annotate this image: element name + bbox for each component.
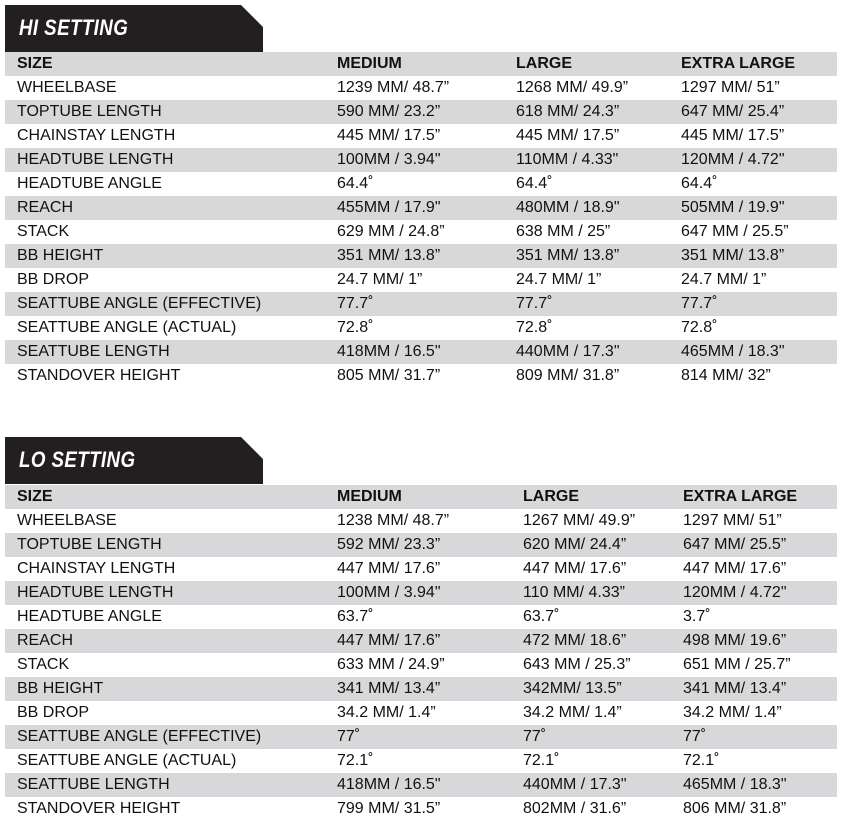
spec-value: 620 MM/ 24.4” — [523, 536, 627, 553]
spec-value: 629 MM / 24.8” — [337, 223, 445, 240]
spec-value: 809 MM/ 31.8” — [516, 367, 620, 384]
spec-value: 1267 MM/ 49.9” — [523, 512, 636, 529]
table-row — [5, 244, 837, 268]
row-label: HEADTUBE LENGTH — [17, 584, 174, 601]
table-row — [5, 605, 837, 629]
table-row — [5, 100, 837, 124]
hi-spec-table — [5, 52, 837, 388]
hi-setting-tab — [5, 5, 263, 51]
table-row — [5, 364, 837, 388]
spec-value: 806 MM/ 31.8” — [683, 800, 787, 817]
spec-value: 447 MM/ 17.6” — [337, 560, 441, 577]
row-label: SEATTUBE ANGLE (EFFECTIVE) — [17, 728, 262, 745]
lo-setting-tab — [5, 437, 263, 483]
spec-value: 633 MM / 24.9” — [337, 656, 445, 673]
table-row — [5, 196, 837, 220]
lo-spec-table — [5, 485, 837, 821]
row-label: HEADTUBE LENGTH — [17, 151, 174, 168]
spec-value: 64.4˚ — [681, 175, 718, 192]
table-row — [5, 773, 837, 797]
spec-value: 351 MM/ 13.8” — [681, 247, 785, 264]
spec-value: 418MM / 16.5" — [337, 776, 441, 793]
spec-value: 77.7˚ — [516, 295, 553, 312]
row-label: TOPTUBE LENGTH — [17, 536, 162, 553]
spec-value: 447 MM/ 17.6” — [683, 560, 787, 577]
column-header: MEDIUM — [337, 488, 402, 505]
spec-value: 77.7˚ — [337, 295, 374, 312]
spec-value: 64.4˚ — [516, 175, 553, 192]
row-label: STACK — [17, 223, 70, 240]
table-row — [5, 653, 837, 677]
spec-value: 120MM / 4.72" — [683, 584, 787, 601]
spec-value: 455MM / 17.9" — [337, 199, 441, 216]
spec-value: 77.7˚ — [681, 295, 718, 312]
column-header: SIZE — [17, 488, 53, 505]
row-label: CHAINSTAY LENGTH — [17, 560, 176, 577]
row-label: SEATTUBE LENGTH — [17, 776, 170, 793]
spec-value: 445 MM/ 17.5” — [681, 127, 785, 144]
spec-value: 643 MM / 25.3” — [523, 656, 631, 673]
row-label: BB DROP — [17, 271, 90, 288]
lo-setting-title: LO SETTING — [19, 447, 136, 472]
row-label: SEATTUBE ANGLE (ACTUAL) — [17, 752, 237, 769]
spec-value: 799 MM/ 31.5” — [337, 800, 441, 817]
spec-value: 498 MM/ 19.6” — [683, 632, 787, 649]
spec-value: 72.8˚ — [516, 319, 553, 336]
spec-value: 590 MM/ 23.2” — [337, 103, 441, 120]
row-label: STANDOVER HEIGHT — [17, 367, 181, 384]
spec-value: 445 MM/ 17.5” — [337, 127, 441, 144]
spec-value: 341 MM/ 13.4” — [337, 680, 441, 697]
spec-value: 1239 MM/ 48.7” — [337, 79, 450, 96]
spec-value: 472 MM/ 18.6” — [523, 632, 627, 649]
table-row — [5, 749, 837, 773]
spec-value: 465MM / 18.3" — [681, 343, 785, 360]
row-label: SEATTUBE ANGLE (EFFECTIVE) — [17, 295, 262, 312]
spec-value: 647 MM / 25.5” — [681, 223, 789, 240]
row-label: WHEELBASE — [17, 512, 117, 529]
spec-value: 618 MM/ 24.3” — [516, 103, 620, 120]
table-row — [5, 557, 837, 581]
spec-value: 1297 MM/ 51” — [683, 512, 782, 529]
column-header: MEDIUM — [337, 55, 402, 72]
row-label: BB HEIGHT — [17, 247, 104, 264]
spec-value: 651 MM / 25.7” — [683, 656, 791, 673]
table-header-row — [5, 485, 837, 509]
spec-value: 100MM / 3.94" — [337, 584, 441, 601]
spec-value: 34.2 MM/ 1.4” — [683, 704, 782, 721]
row-label: WHEELBASE — [17, 79, 117, 96]
spec-value: 351 MM/ 13.8” — [337, 247, 441, 264]
spec-value: 24.7 MM/ 1” — [516, 271, 602, 288]
spec-value: 77˚ — [683, 728, 707, 745]
column-header: SIZE — [17, 55, 53, 72]
spec-value: 72.1˚ — [337, 752, 374, 769]
table-row — [5, 172, 837, 196]
row-label: HEADTUBE ANGLE — [17, 608, 162, 625]
table-row — [5, 509, 837, 533]
spec-value: 480MM / 18.9" — [516, 199, 620, 216]
spec-value: 77˚ — [337, 728, 361, 745]
spec-value: 638 MM / 25” — [516, 223, 611, 240]
spec-value: 24.7 MM/ 1” — [337, 271, 423, 288]
row-label: SEATTUBE LENGTH — [17, 343, 170, 360]
spec-value: 805 MM/ 31.7” — [337, 367, 441, 384]
table-row — [5, 629, 837, 653]
spec-value: 351 MM/ 13.8” — [516, 247, 620, 264]
column-header: EXTRA LARGE — [681, 55, 796, 72]
spec-value: 445 MM/ 17.5” — [516, 127, 620, 144]
spec-value: 341 MM/ 13.4” — [683, 680, 787, 697]
table-row — [5, 124, 837, 148]
spec-value: 72.1˚ — [683, 752, 720, 769]
table-row — [5, 268, 837, 292]
row-label: STANDOVER HEIGHT — [17, 800, 181, 817]
spec-value: 440MM / 17.3" — [516, 343, 620, 360]
spec-value: 63.7˚ — [523, 608, 560, 625]
table-row — [5, 340, 837, 364]
spec-value: 1268 MM/ 49.9” — [516, 79, 629, 96]
spec-value: 447 MM/ 17.6” — [337, 632, 441, 649]
spec-value: 465MM / 18.3" — [683, 776, 787, 793]
table-row — [5, 533, 837, 557]
hi-setting-title: HI SETTING — [19, 15, 129, 40]
column-header: LARGE — [523, 488, 579, 505]
table-row — [5, 701, 837, 725]
spec-value: 100MM / 3.94" — [337, 151, 441, 168]
spec-value: 120MM / 4.72" — [681, 151, 785, 168]
spec-value: 1238 MM/ 48.7” — [337, 512, 450, 529]
column-header: EXTRA LARGE — [683, 488, 798, 505]
spec-value: 802MM / 31.6” — [523, 800, 627, 817]
row-label: BB DROP — [17, 704, 90, 721]
spec-value: 814 MM/ 32” — [681, 367, 771, 384]
table-row — [5, 292, 837, 316]
spec-value: 3.7˚ — [683, 608, 711, 625]
spec-value: 110MM / 4.33" — [516, 151, 619, 168]
spec-value: 342MM/ 13.5” — [523, 680, 622, 697]
table-row — [5, 677, 837, 701]
row-label: STACK — [17, 656, 70, 673]
spec-value: 64.4˚ — [337, 175, 374, 192]
spec-value: 1297 MM/ 51” — [681, 79, 780, 96]
spec-value: 505MM / 19.9" — [681, 199, 785, 216]
spec-value: 592 MM/ 23.3” — [337, 536, 441, 553]
table-row — [5, 76, 837, 100]
spec-value: 63.7˚ — [337, 608, 374, 625]
table-row — [5, 220, 837, 244]
row-label: BB HEIGHT — [17, 680, 104, 697]
column-header: LARGE — [516, 55, 572, 72]
spec-value: 24.7 MM/ 1” — [681, 271, 767, 288]
lo-setting-section — [5, 437, 837, 825]
row-label: REACH — [17, 199, 74, 216]
spec-value: 447 MM/ 17.6” — [523, 560, 627, 577]
spec-value: 647 MM/ 25.5” — [683, 536, 787, 553]
spec-value: 77˚ — [523, 728, 547, 745]
row-label: REACH — [17, 632, 74, 649]
spec-value: 647 MM/ 25.4” — [681, 103, 785, 120]
table-row — [5, 148, 837, 172]
spec-value: 72.8˚ — [681, 319, 718, 336]
row-label: TOPTUBE LENGTH — [17, 103, 162, 120]
table-row — [5, 316, 837, 340]
spec-value: 110 MM/ 4.33” — [523, 584, 625, 601]
spec-value: 72.1˚ — [523, 752, 560, 769]
table-row — [5, 581, 837, 605]
row-label: HEADTUBE ANGLE — [17, 175, 162, 192]
hi-setting-section — [5, 5, 837, 389]
row-label: SEATTUBE ANGLE (ACTUAL) — [17, 319, 237, 336]
spec-value: 440MM / 17.3" — [523, 776, 627, 793]
spec-value: 34.2 MM/ 1.4” — [523, 704, 622, 721]
table-row — [5, 725, 837, 749]
spec-value: 72.8˚ — [337, 319, 374, 336]
row-label: CHAINSTAY LENGTH — [17, 127, 176, 144]
spec-value: 34.2 MM/ 1.4” — [337, 704, 436, 721]
table-row — [5, 797, 837, 821]
table-header-row — [5, 52, 837, 76]
spec-value: 418MM / 16.5" — [337, 343, 441, 360]
